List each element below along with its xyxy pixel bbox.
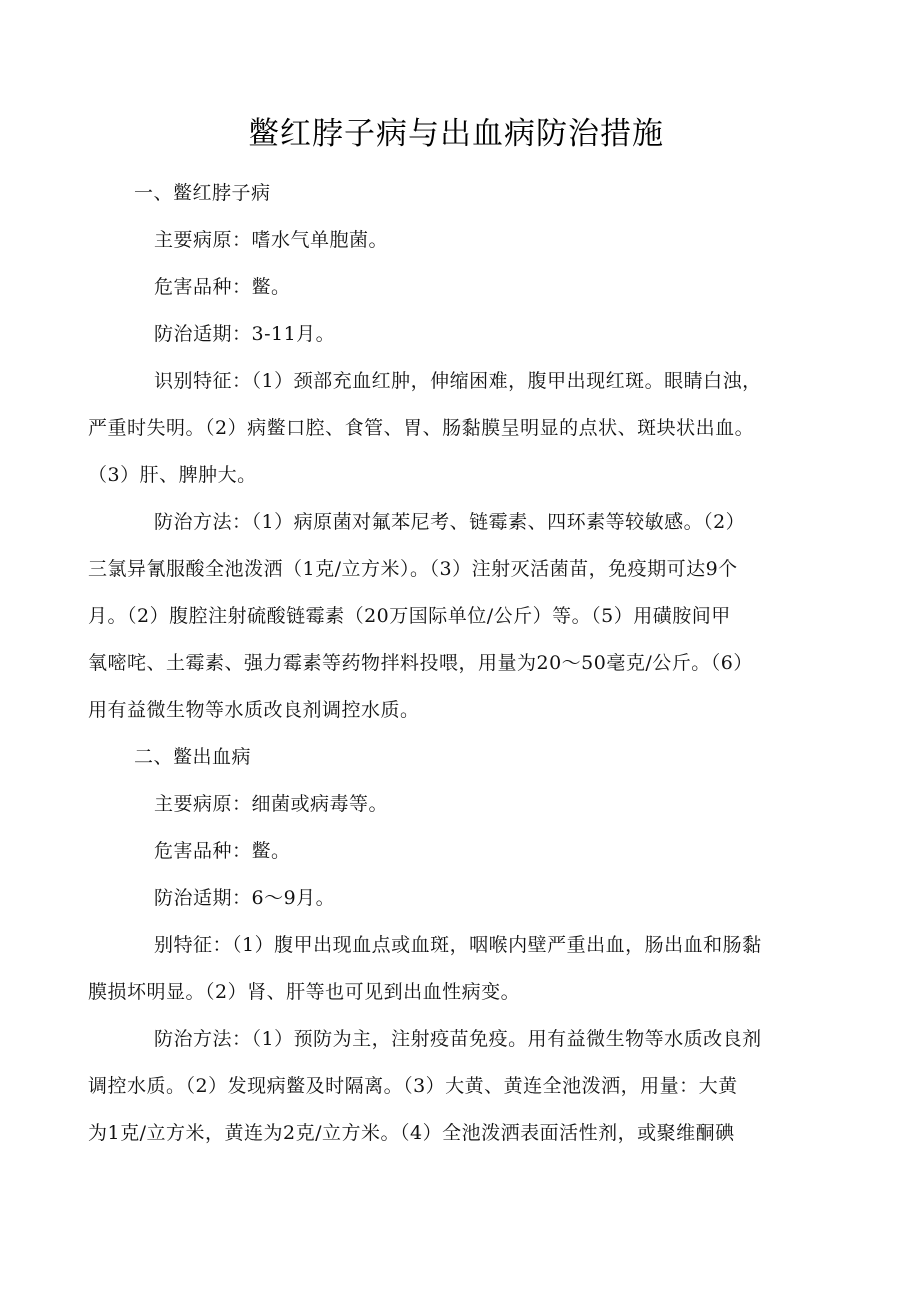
paragraph-line: 调控水质。（2）发现病鳖及时隔离。（3）大黄、黄连全池泼洒，用量：大黄 xyxy=(88,1075,738,1097)
paragraph-line: （3）肝、脾肿大。 xyxy=(88,464,257,486)
section-heading: 一、鳖红脖子病 xyxy=(134,182,271,204)
paragraph-line: 严重时失明。（2）病鳖口腔、食管、胃、肠黏膜呈明显的点状、斑块状出血。 xyxy=(88,417,755,439)
species-line: 危害品种：鳖。 xyxy=(154,276,291,298)
paragraph-line: 三氯异氰服酸全池泼洒（1克/立方米）。（3）注射灭活菌苗，免疫期可达9个 xyxy=(88,558,738,580)
features-paragraph xyxy=(88,358,828,499)
pathogen-line: 主要病原：嗜水气单胞菌。 xyxy=(154,229,389,251)
paragraph-line: 用有益微生物等水质改良剂调控水质。 xyxy=(88,699,420,721)
paragraph-line: 氧嘧咤、土霉素、强力霉素等药物拌料投喂，用量为20～50毫克/公斤。（6） xyxy=(88,652,753,674)
period-line: 防治适期：3-11月。 xyxy=(154,323,336,345)
paragraph-line: 月。（2）腹腔注射硫酸链霉素（20万国际单位/公斤）等。（5）用磺胺间甲 xyxy=(88,605,731,627)
paragraph-line: 别特征：（1）腹甲出现血点或血斑，咽喉内壁严重出血，肠出血和肠黏 xyxy=(154,934,762,956)
section-heading: 二、鳖出血病 xyxy=(134,746,252,768)
paragraph-line: 防治方法：（1）病原菌对氟苯尼考、链霉素、四环素等较敏感。（2） xyxy=(154,511,746,533)
paragraph-line: 识别特征：（1）颈部充血红肿，伸缩困难，腹甲出现红斑。眼睛白浊， xyxy=(154,370,762,392)
features-paragraph xyxy=(88,922,828,1016)
pathogen-line: 主要病原：细菌或病毒等。 xyxy=(154,793,389,815)
species-line: 危害品种：鳖。 xyxy=(154,840,291,862)
document-title: 鳖红脖子病与出血病防治措施 xyxy=(248,116,664,152)
methods-paragraph xyxy=(88,499,828,734)
document-body xyxy=(88,170,828,1157)
methods-paragraph xyxy=(88,1016,828,1157)
paragraph-line: 防治方法：（1）预防为主，注射疫苗免疫。用有益微生物等水质改良剂 xyxy=(154,1028,762,1050)
paragraph-line: 为1克/立方米，黄连为2克/立方米。（4）全池泼洒表面活性剂，或聚维酮碘 xyxy=(88,1122,735,1144)
paragraph-line: 膜损坏明显。（2）肾、肝等也可见到出血性病变。 xyxy=(88,981,521,1003)
period-line: 防治适期：6～9月。 xyxy=(154,887,336,909)
